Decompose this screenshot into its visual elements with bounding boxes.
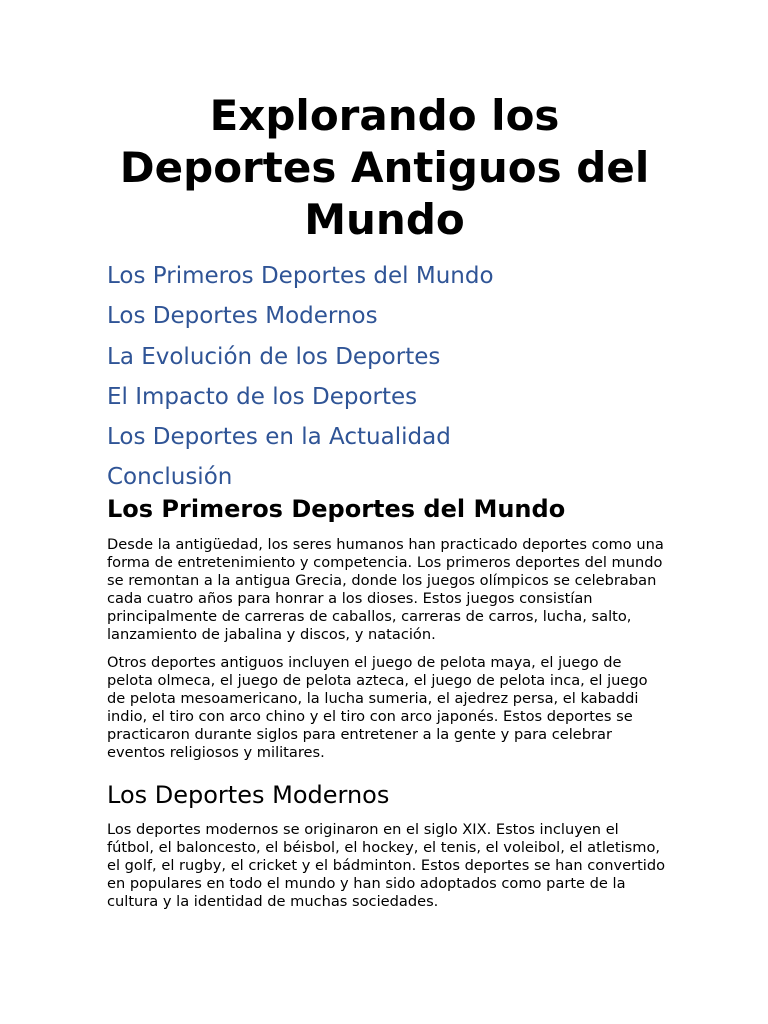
- toc-item[interactable]: [107, 419, 494, 459]
- section-heading-primeros-deportes: Los Primeros Deportes del Mundo: [107, 495, 566, 523]
- toc-link-deportes-modernos[interactable]: Los Deportes Modernos: [107, 303, 378, 330]
- section1-paragraph-1: Desde la antigüedad, los seres humanos han practicado deportes como una forma de entretenimiento y competencia. Los primeros deportes del mundo se remontan a la antigua Grecia, donde los juegos olímpicos se celebraban cada cuatro años para honrar a los dioses. Estos juegos consistían principalmente de carreras de caballos, carreras de carros, lucha, salto, lanzamiento de jabalina y discos, y natación.: [107, 536, 664, 644]
- toc-item[interactable]: [107, 379, 494, 419]
- toc-link-primeros-deportes[interactable]: Los Primeros Deportes del Mundo: [107, 263, 494, 289]
- toc-item[interactable]: [107, 339, 494, 379]
- section-heading-deportes-modernos: Los Deportes Modernos: [107, 781, 390, 809]
- toc-link-actualidad[interactable]: Los Deportes en la Actualidad: [107, 424, 451, 451]
- document-title: Explorando los Deportes Antiguos del Mundo: [119, 91, 650, 244]
- table-of-contents: [107, 258, 494, 500]
- toc-link-impacto[interactable]: El Impacto de los Deportes: [107, 383, 418, 410]
- toc-link-conclusion[interactable]: Conclusión: [107, 464, 233, 491]
- section1-paragraph-2: Otros deportes antiguos incluyen el juego de pelota maya, el juego de pelota olmeca, el juego de pelota azteca, el juego de pelota inca, el juego de pelota mesoamericano, la lucha sumeria, el ajedrez persa, el kabaddi indio, el tiro con arco chino y el tiro con arco japonés. Estos deportes se practicaron durante siglos para entretener a la gente y para celebrar eventos religiosos y militares.: [107, 654, 648, 762]
- toc-item[interactable]: [107, 258, 494, 298]
- toc-link-evolucion[interactable]: La Evolución de los Deportes: [107, 343, 441, 370]
- section2-paragraph-1: Los deportes modernos se originaron en el siglo XIX. Estos incluyen el fútbol, el baloncesto, el béisbol, el hockey, el tenis, el voleibol, el atletismo, el golf, el rugby, el cricket y el bádminton. Estos deportes se han convertido en populares en todo el mundo y han sido adoptados como parte de la cultura y la identidad de muchas sociedades.: [107, 821, 666, 911]
- toc-item[interactable]: [107, 298, 494, 338]
